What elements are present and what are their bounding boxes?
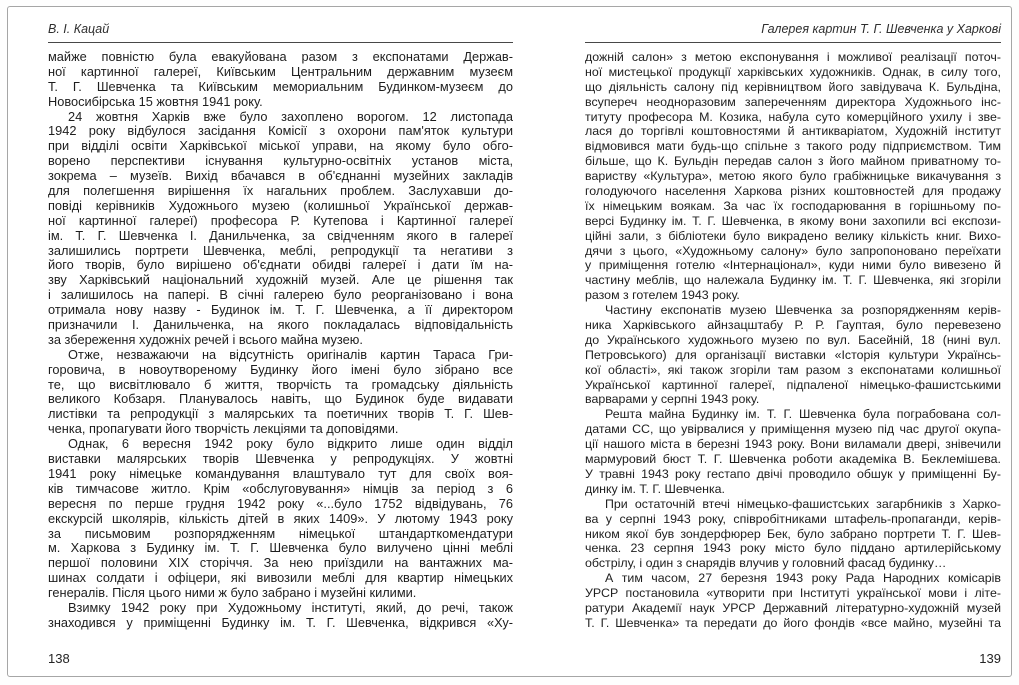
text-line: для полегшення вирішення їх нагальних проблем. Заслухавши до- [48,184,513,199]
text-line: генералів. Після цього ними ж було забрано і музейні килими. [48,586,417,601]
text-line: Т. Г. Шевченка» та передати до його фондів «все майно, музейні та [585,615,1001,630]
text-line: ції нашого міста в березні 1943 року. Вони виламали двері, знівечили [585,437,1001,452]
text-line: версі Будинку ім. Т. Г. Шевченка, в якому вони захопили всі експози- [585,213,1001,228]
text-line: кої області», які також згоріли там разом з експонатами колишньої [585,362,1001,377]
text-line: те, що висвітлювало б життя, творчість та громадську діяльність [48,377,513,392]
right-running-header: Галерея картин Т. Г. Шевченка у Харкові [761,22,1001,36]
left-header-rule [48,42,513,43]
text-line: ної картинної галереї, Київським Центральним державним музеєм [48,64,513,79]
text-line: м. Харкова з Будинку ім. Т. Г. Шевченка було вилучено цінні меблі [48,541,513,556]
text-line: ційні зали, з бібліотеки було викрадено велику кількість книг. Вихо- [585,228,1001,243]
text-line: ченка. 23 серпня 1943 року місто було піддано артилерійському [585,541,1001,556]
text-line: листівки та репродукції з малярських та поетичних творів Т. Г. Шев- [48,407,513,422]
text-line: повіді керівників Художнього музею (колишньої Української держав- [48,198,513,213]
text-line: їх німецьким воякам. За час їх господарювання в горішньому по- [585,198,1001,213]
page-right [585,20,1001,680]
text-line: Отже, незважаючи на відсутність оригіналів картин Тараса Гри- [68,347,513,362]
right-header-rule [585,42,1001,43]
text-line: титуту професора М. Козика, набула суто комерційного ухилу і зве- [585,109,1001,124]
text-line: ної картинної галереї) професора Р. Кутепова і Картинної галереї [48,213,513,228]
text-line: А тим часом, 27 березня 1943 року Рада Народних комісарів [605,571,1001,586]
right-page-number: 139 [979,651,1001,666]
text-line: шинах солдати і офіцери, які вивозили меблі для квартир німецьких [48,571,513,586]
text-line: ної мистецької продукції харківських художників. Однак, в силу того, [585,64,1001,79]
text-line: що діяльність салону під керівництвом його завідувача К. Бульдіна, [585,79,1001,94]
text-line: у приміщення готелю «Інтернаціонал», куди ними було вивезено й [585,258,1001,273]
text-line: призначили І. Данильченка, на якого покладалась відповідальність [48,318,513,333]
text-line: 1941 року німецьке командування влаштувало тут для своїх воя- [48,466,513,481]
text-line: великого Кобзаря. Планувалось навіть, що Будинок буде видавати [48,392,513,407]
text-line: ником якої був зондерфюрер Бек, було забрано портрети Т. Г. Шев- [585,526,1001,541]
text-line: більше, що К. Бульдін передав салон з його майном приватному то- [585,154,1001,169]
text-line: лася до торгівлі коштовностями й антикваріатом, Художній інститут [585,124,1001,139]
text-line: вересня по перше грудня 1942 року «...було 1752 відвідувань, 76 [48,496,513,511]
text-line: до Українського художнього музею по вул. Басейній, 18 (нині вул. [585,332,1001,347]
text-line: ків тимчасове житло. Крім «обслуговування» німців за період з 6 [48,481,513,496]
text-line: обстрілу, і один з снарядів влучив у головний фасад будинку… [585,556,947,571]
text-line: за збереження художніх речей і всього майна музею. [48,332,363,347]
text-line: ва у серпні 1943 року, співробітниками штафель-пропаганди, керів- [585,511,1001,526]
text-line: УРСР постановила «утворити при Інституті української мови і літе- [585,586,1001,601]
text-line: виставки малярських творів Шевченка у репродукціях. У жовтні [48,452,513,467]
text-line: 24 жовтня Харків вже було захоплено ворогом. 12 листопада [68,109,513,124]
text-line: При остаточній втечі німецько-фашистських загарбників з Харко- [605,496,1001,511]
text-line: і залишилось на папері. В січні галерею було реорганізовано і вона [48,288,513,303]
text-line: дячи з цього, «Художньому салону» було запропоновано переїхати [585,243,1001,258]
text-line: динку ім. Т. Г. Шевченка. [585,481,725,496]
text-line: залишились портрети Шевченка, меблі, репродукції та негативи з [48,243,513,258]
text-line: разом з готелем 1943 року. [585,288,740,303]
text-line: за письмовим розпорядженням німецької штандарткомендатури [48,526,513,541]
text-line: У травні 1943 року гестапо двічі проводило обшук у приміщенні Бу- [585,466,1001,481]
text-line: Української картинної галереї, підпаленої німецько-фашистськими [585,377,1001,392]
page-left [48,20,513,680]
text-line: Частину експонатів музею Шевченка за розпорядженням керів- [605,303,1001,318]
text-line: ім. Т. Г. Шевченка І. Данильченка, за свідченням якого в галереї [48,228,513,243]
text-line: при відділі освіти Харківської міської управи, на якому було обго- [48,139,513,154]
book-spread-frame [7,6,1012,677]
text-line: Петровського) для організації виставки «Історія культури Українсь- [585,347,1001,362]
text-line: зокрема – музеїв. Вихід вбачався в об'єднанні музейних закладів [48,169,513,184]
left-page-body [48,50,513,631]
text-line: варварами у серпні 1943 року. [585,392,760,407]
right-page-body [585,50,1001,631]
text-line: ратури Академії наук УРСР Державний літературно-художній музей [585,600,1001,615]
text-line: Решта майна Будинку ім. Т. Г. Шевченка була пограбована сол- [605,407,1001,422]
text-line: ника Харківського айнзацштабу Р. Р. Гауптая, було перевезено [585,318,1001,333]
text-line: дожній салон» з метою експонування і можливої реалізації поточ- [585,50,1001,64]
text-line: датами СС, що увірвалися у приміщення музею під час другої окупа- [585,422,1001,437]
text-line: мармуровий бюст Т. Г. Шевченка роботи академіка В. Беклемішева. [585,452,1001,467]
text-line: частину меблів, що належала Будинку ім. Т. Г. Шевченка, які згоріли [585,273,1001,288]
text-line: першої половини XIX сторіччя. За нею приїздили на вантажних ма- [48,556,513,571]
text-line: вариству «Культура», метою якого було грабіжницьке викачування з [585,169,1001,184]
left-running-header: В. І. Кацай [48,22,110,36]
text-line: всупереч неодноразовим запереченням директора Художнього інс- [585,94,1001,109]
text-line: горовича, в новоутвореному Будинку його імені було зібрано все [48,362,513,377]
text-line: екскурсій школярів, кількість дітей в яких 1409». У лютому 1943 року [48,511,513,526]
text-line: Однак, 6 вересня 1942 року було відкрито лише один відділ [68,437,513,452]
text-line: відмовився мати будь-що спільне з такого роду підприємством. Тим [585,139,1001,154]
text-line: голодуючого населення Харкова різних коштовностей для продажу [585,184,1001,199]
text-line: майже повністю була евакуйована разом з експонатами Держав- [48,50,513,64]
text-line: Т. Г. Шевченка та Київським мемориальним Будинком-музеєм до [48,79,513,94]
text-line: ченка, пропагувати його творчість лекціями та доповідями. [48,422,399,437]
text-line: зву Харківський національний художній музей. Але це рішення так [48,273,513,288]
text-line: Новосибірська 15 жовтня 1941 року. [48,94,263,109]
text-line: Взимку 1942 року при Художньому інституті, який, до речі, також [68,600,513,615]
text-line: 1942 року відбулося засідання Комісії з охорони пам'яток культури [48,124,513,139]
left-page-number: 138 [48,651,70,666]
text-line: знаходився у приміщенні Будинку ім. Т. Г. Шевченка, відкрився «Ху- [48,615,513,630]
text-line: його творів, було вирішено об'єднати обидві галереї і дати їм на- [48,258,513,273]
text-line: отримала нову назву - Будинок ім. Т. Г. Шевченка, а її директором [48,303,513,318]
text-line: ворено перспективи існування культурно-освітніх установ міста, [48,154,513,169]
